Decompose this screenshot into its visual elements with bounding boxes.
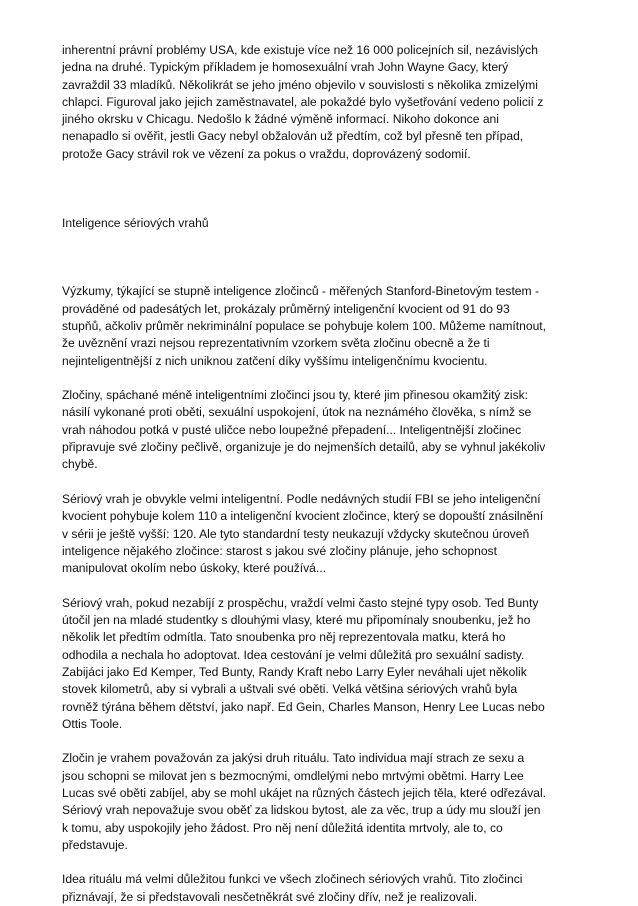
text-line: Sériový vrah, pokud nezabíjí z prospěchu, vraždí velmi často stejné typy osob. Ted Bunty [62,595,539,610]
text-line: jsou schopni se milovat jen s bezmocnými, omdlelými nebo mrtvými obětmi. Harry Lee [62,768,524,783]
text-line: manipulovat okolím nebo úskoky, které používá... [62,561,326,576]
text-line: nejinteligentnější z nich uniknou zatčení díky vyššímu inteligenčnímu kvocientu. [62,353,488,368]
paragraph [62,491,582,577]
text-line: jedna na druhé. Typickým příkladem je homosexuální vrah John Wayne Gacy, který [62,60,509,75]
paragraph [62,283,582,369]
paragraph [62,871,582,906]
text-line: přiznávají, že si představovali nesčetněkrát své zločiny dřív, než je realizovali. [62,889,478,904]
text-line: Idea rituálu má velmi důležitou funkci ve všech zločinech sériových vrahů. Tito zločinci [62,872,523,887]
text-line: Sériový vrah je obvykle velmi inteligentní. Podle nedávných studií FBI se jeho inteligenční [62,491,541,506]
text-line: jiného okrsku v Chicagu. Nedošlo k žádné výměně informací. Nikoho dokonce ani [62,112,499,127]
paragraph [62,750,582,854]
text-line: Ottis Toole. [62,716,123,731]
text-line: Výzkumy, týkající se stupně inteligence zločinců - měřených Stanford-Binetovým testem - [62,284,539,299]
text-line: kvocient pohybuje kolem 110 a inteligenční kvocient zločince, který se dopouští znásilnění [62,509,544,524]
text-line: k tomu, aby uspokojily jeho žádost. Pro něj není důležitá identita mrtvoly, ale to, co [62,820,503,835]
body-text [62,283,582,906]
text-line: chybě. [62,457,98,472]
paragraph [62,595,582,733]
text-line: násilí vykonané proti oběti, sexuální uspokojení, útok na neznámého člověka, s nímž se [62,405,532,420]
text-line: chlapci. Figuroval jako jejich zaměstnavatel, ale pokaždé bylo vyšetřování vedeno policií z [62,94,544,109]
text-line: inherentní právní problémy USA, kde existuje více než 16 000 policejních sil, nezávislých [62,43,538,57]
text-line: Zločin je vrahem považován za jakýsi druh rituálu. Tato individua mají strach ze sexu a [62,751,525,766]
text-line: Zločiny, spáchané méně inteligentními zločinci jsou ty, které jim přinesou okamžitý zisk: [62,388,529,403]
text-line: rovněž týrána během dětství, jako např. Ed Gein, Charles Manson, Henry Lee Lucas nebo [62,699,545,714]
intro-paragraph [62,42,582,163]
text-line: protože Gacy strávil rok ve vězení za pokus o vraždu, doprovázený sodomií. [62,146,471,161]
text-line: stovek kilometrů, aby si vybrali a uštvali své oběti. Velká většina sériových vrahů byla [62,682,518,697]
paragraph [62,387,582,473]
text-line: Zabijáci jako Ed Kemper, Ted Bunty, Randy Kraft nebo Larry Eyler neváhali ujet několik [62,664,527,679]
text-line: Lucas své oběti zabíjel, aby se mohl ukájet na různých částech jejich těla, které odřezával. [62,785,547,800]
document-page [62,42,582,906]
text-line: představuje. [62,837,128,852]
text-line: prováděné od padesátých let, prokázaly průměrný inteligenční kvocient od 91 do 93 [62,301,510,316]
text-line: nenapadlo si ověřit, jestli Gacy nebyl obžalován už předtím, což byl přesně ten případ, [62,129,524,144]
text-line: připravuje své zločiny pečlivě, organizuje je do nejmenších detailů, aby se vyhnul jakékoliv [62,440,546,455]
text-line: že uvěznění vrazi nejsou reprezentativním vzorkem světa zločinu obecně a že ti [62,336,490,351]
text-line: v sérii je ještě vyšší: 120. Ale tyto standardní testy neukazují vždycky skutečnou úroveň [62,526,530,541]
text-line: stupňů, ačkoliv průměr nekriminální populace se pohybuje kolem 100. Můžeme namítnout, [62,318,547,333]
text-line: vrah náhodou potká v pusté uličce nebo loupežné přepadení... Inteligentnější zločinec [62,422,522,437]
text-line: inteligence nějakého zločince: starost s jakou své zločiny plánuje, jeho schopnost [62,543,497,558]
text-line: několik let předtím odmítla. Tato snoubenka pro něj reprezentovala matku, která ho [62,630,506,645]
text-line: odhodila a nechala ho adoptovat. Idea cestování je velmi důležitá pro sexuální sadisty. [62,647,525,662]
text-line: útočil jen na mladé studentky s dlouhými vlasy, které mu připomínaly snoubenku, jež ho [62,613,531,628]
text-line: zavraždil 33 mladíků. Několikrát se jeho jméno objevilo v souvislosti s několika zmizelými [62,77,538,92]
text-line: Sériový vrah nepovažuje svou oběť za lidskou bytost, ale za věc, trup a údy mu slouží jen [62,803,541,818]
section-heading: Inteligence sériových vrahů [62,216,209,231]
